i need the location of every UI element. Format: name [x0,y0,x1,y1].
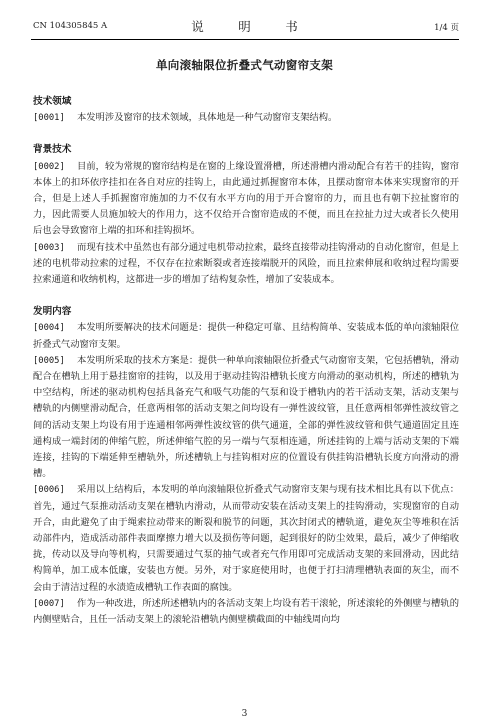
paragraph-number: [0006] [33,485,65,496]
section [33,142,459,288]
paragraph-number: [0005] [33,355,65,366]
page-header [0,17,489,33]
paragraph-number: [0001] [33,113,65,124]
page-number: 3 [241,709,248,719]
paragraph-text: 而现有技术中虽然也有部分通过电机带动拉索，最终直接带动挂钩滑动的自动化窗帘，但是上述的电机带动拉索的过程，不仅存在拉索断裂或者连接端脱开的风险，而且拉索伸展和收纳过程均需要拉索通道和收纳机构，这都进一步的增加了结构复杂性，增加了安装成本。 [33,241,459,286]
paragraph [33,353,459,483]
document-body [33,94,459,628]
patent-number: CN 104305845 A [33,21,108,31]
paragraph-text: 本发明所采取的技术方案是：提供一种单向滚轴限位折叠式气动窗帘支架，它包括槽轨，滑动配合在槽轨上用于悬挂窗帘的挂钩，以及用于驱动挂钩沿槽轨长度方向滑动的驱动机构，所述的槽轨为中空结构，所述的驱动机构包括具备充气和吸气功能的气泵和设于槽轨内的若干活动支架，活动支架与槽轨的内侧壁滑动配合，任意两相邻的活动支架之间均设有一弹性波纹管，且任意两相邻弹性波纹管之间的活动支架上均设有用于连通相邻两弹性波纹管的供气通道，全部的弹性波纹管和供气通道固定且连通构成一端封闭的伸缩气腔，所述伸缩气腔的另一端与气泵相连通，所述挂钩的上端与活动支架的下端连接，挂钩的下端延伸至槽轨外，所述槽轨上与挂钩相对应的位置设有供挂钩沿槽轨长度方向滑动的滑槽。 [33,354,459,480]
section-heading: 背景技术 [33,144,72,156]
paragraph [33,482,459,595]
section-heading: 发明内容 [33,306,72,318]
paragraph [33,596,459,628]
section [33,304,459,628]
paragraph [33,240,459,289]
paragraph [33,320,459,352]
paragraph-number: [0004] [33,323,65,334]
paragraph-text: 本发明所要解决的技术问题是：提供一种稳定可靠、且结构简单、安装成本低的单向滚轴限位折叠式气动窗帘支架。 [33,322,459,350]
paragraph [33,159,459,240]
page-indicator: 1/4 页 [434,23,459,33]
paragraph-number: [0003] [33,242,65,253]
paragraph-text: 目前，较为常规的窗帘结构是在窗的上缘设置滑槽，所述滑槽内滑动配合有若干的挂钩，窗帘本体上的扣环依序挂扣在各自对应的挂钩上，由此通过抓握窗帘本体，且摆动窗帘本体来实现窗帘的开合，但是上述人手抓握窗帘施加的力不仅有水平方向的用于开合窗帘的力，而且也有朝下拉扯窗帘的力，因此需要人员施加较大的作用力，这不仅给开合窗帘造成的不便，而且在拉扯力过大或者长久使用后也会导致窗帘上端的扣环和挂钩损坏。 [33,160,459,237]
document-title: 单向滚轴限位折叠式气动窗帘支架 [156,58,333,72]
document-type: 说 明 书 [191,19,309,34]
section [33,94,459,126]
section-heading: 技术领域 [33,96,72,107]
paragraph-text: 作为一种改进，所述所述槽轨内的各活动支架上均设有若干滚轮，所述滚轮的外侧壁与槽轨的内侧壁贴合，且任一活动支架上的滚轮沿槽轨内侧壁横截面的中轴线周向均 [33,597,459,626]
paragraph-number: [0007] [33,598,65,609]
paragraph-text: 采用以上结构后，本发明的单向滚轴限位折叠式气动窗帘支架与现有技术相比具有以下优点：首先，通过气泵推动活动支架在槽轨内滑动，从而带动安装在活动支架上的挂钩滑动，实现窗帘的自动开合，由此避免了由于绳索拉动带来的断裂和脱节的问题，其次封闭式的槽轨道，避免灰尘等堆积在活动部件内，造成活动部件表面摩擦力增大以及损伤等问题，起到很好的防尘效果，最后，减少了伸缩收拢，传动以及导向等机构，只需要通过气泵的抽气或者充气作用即可完成活动支架的来回滑动，因此结构简单，加工成本低廉，安装也方便。另外，对于家庭使用时，也便于打扫清理槽轨表面的灰尘，而不会由于清洁过程的水渍造成槽轨工作表面的腐蚀。 [33,484,459,593]
paragraph-text: 本发明涉及窗帘的技术领域，具体地是一种气动窗帘支架结构。 [77,112,338,124]
header-rule [31,39,459,40]
paragraph-number: [0002] [33,161,65,172]
paragraph [33,110,459,126]
